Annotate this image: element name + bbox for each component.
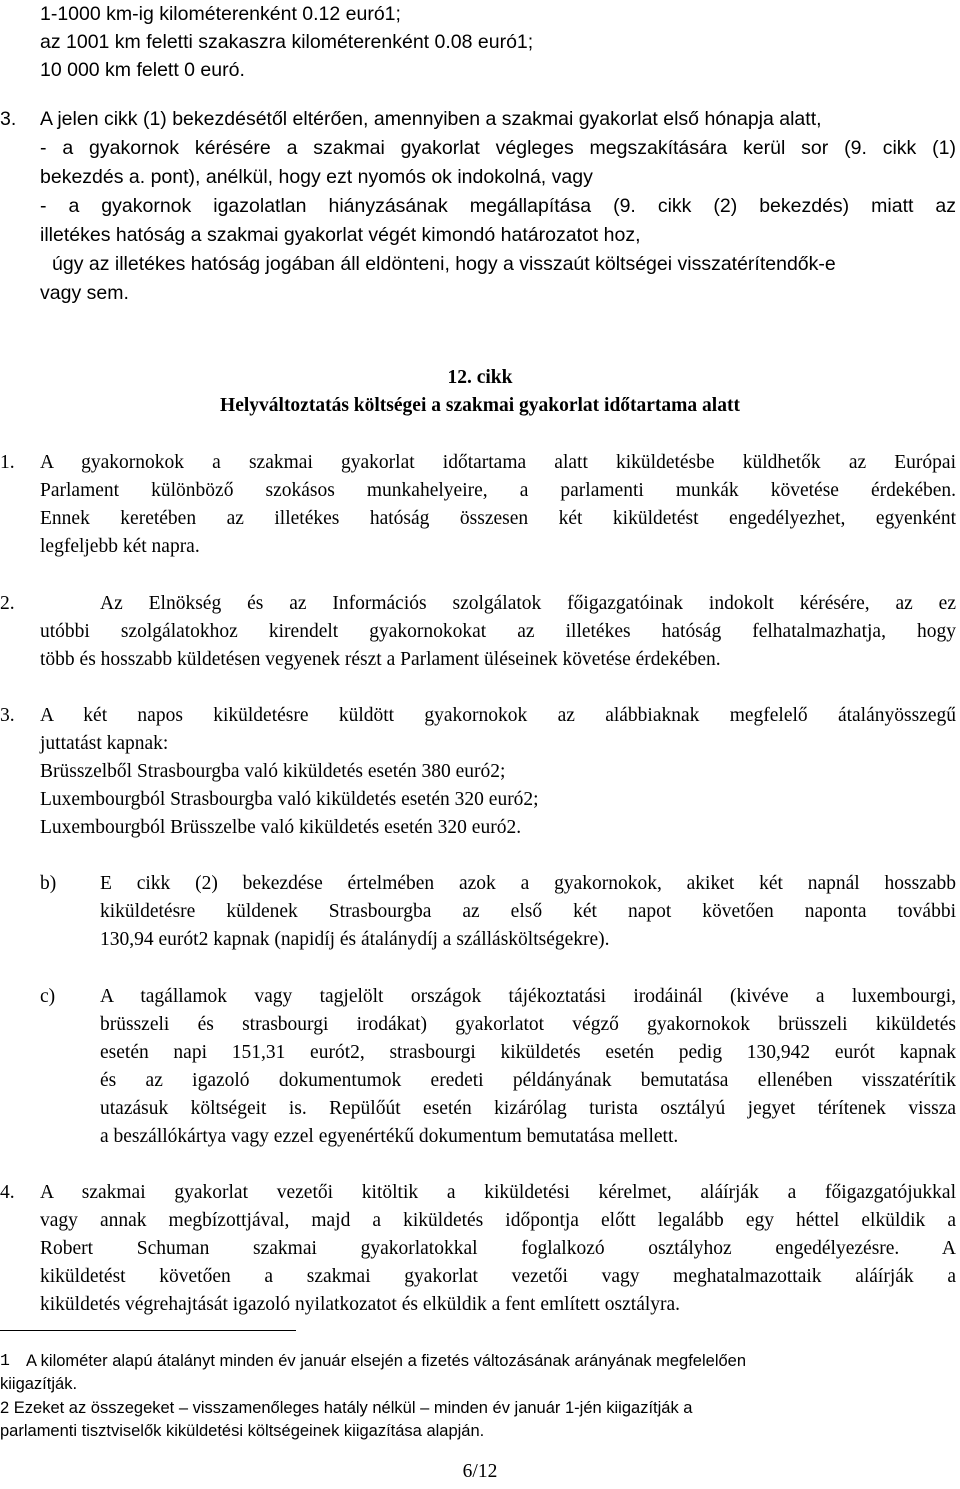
text-line: Luxembourgból Brüsszelbe való kiküldetés esetén 320 euró2. [40,817,522,838]
text-line: esetén napi 151,31 eurót2, strasbourgi kiküldetés esetén pedig 130,942 eurót kapnak [100,1042,956,1063]
text-line: 130,94 eurót2 kapnak (napidíj és átalánydíj a szállásköltségekre). [100,929,610,950]
text-line: az 1001 km feletti szakaszra kilométerenként 0.08 euró1; [40,31,534,53]
footnote-separator [0,1330,296,1331]
paragraph-number: 3. [0,705,15,726]
text-line: A két napos kiküldetésre küldött gyakornokok az alábbiaknak megfelelő átalányösszegű [40,705,956,726]
footnote-text: 2 Ezeket az összegeket – visszamenőleges hatály nélkül – minden év január 1-jén kiigazítják a [0,1399,693,1417]
text-line: A gyakornokok a szakmai gyakorlat időtartama alatt kiküldetésbe küldhetők az Európai [40,452,956,473]
text-line: Parlament különböző szokásos munkahelyeire, a parlamenti munkák követése érdekében. [40,480,956,501]
text-line: Brüsszelből Strasbourgba való kiküldetés esetén 380 euró2; [40,761,506,782]
text-line: - a gyakornok igazolatlan hiányzásának megállapítása (9. cikk (2) bekezdés) miatt az [40,195,956,217]
text-line: illetékes hatóság a szakmai gyakorlat végét kimondó határozatot hoz, [40,224,641,246]
text-line: A szakmai gyakorlat vezetői kitöltik a kiküldetési kérelmet, aláírják a főigazgatójukkal [40,1182,956,1203]
text-line: Ennek keretében az illetékes hatóság összesen két kiküldetést engedélyezhet, egyenként [40,508,956,529]
text-line: Az Elnökség és az Információs szolgálatok főigazgatóinak indokolt kérésére, az ez [100,593,956,614]
text-line: Luxembourgból Strasbourgba való kiküldetés esetén 320 euró2; [40,789,539,810]
text-line: juttatást kapnak: [40,733,169,754]
text-line: 10 000 km felett 0 euró. [40,59,245,81]
text-line: A tagállamok vagy tagjelölt országok tájékoztatási irodáinál (kivéve a luxembourgi, [100,986,956,1007]
text-line: és az igazoló dokumentumok eredeti példányának bemutatása ellenében visszatérítik [100,1070,956,1091]
footnote-text: parlamenti tisztviselők kiküldetési költségeinek kiigazítása alapján. [0,1422,485,1440]
item-label: c) [40,986,56,1007]
page-number: 6/12 [462,1461,498,1482]
text-line: több és hosszabb küldetésen vegyenek részt a Parlament üléseinek követése érdekében. [40,649,721,670]
article-number: 12. cikk [447,367,513,388]
text-line: a beszállókártya vagy ezzel egyenértékű dokumentum bemutatása mellett. [100,1126,679,1147]
text-line: vagy sem. [40,282,129,304]
text-line: kiküldetést követően a szakmai gyakorlat vezetői vagy meghatalmazottaik aláírják a [40,1266,956,1287]
paragraph-number: 4. [0,1182,15,1203]
text-line: kiküldetésre küldenek Strasbourgba az első két napot követően naponta további [100,901,956,922]
article-title: Helyváltoztatás költségei a szakmai gyakorlat időtartama alatt [220,395,740,416]
text-line: vagy annak megbízottjával, majd a kiküldetés időpontja előtt legalább egy héttel elküldik a [40,1210,956,1231]
item-number: 3. [0,108,17,130]
text-line: legfeljebb két napra. [40,536,200,557]
text-line: úgy az illetékes hatóság jogában áll eldönteni, hogy a visszaút költségei visszatérítendők-e [52,253,836,275]
footnote-text: kiigazítják. [0,1375,78,1393]
text-line: kiküldetés végrehajtását igazoló nyilatkozatot és elküldik a fent említett osztályra. [40,1294,681,1315]
text-line: brüsszeli és strasbourgi irodákat) gyakorlatot végző gyakornokok brüsszeli kiküldetés [100,1014,956,1035]
text-line: utazásuk költségeit is. Repülőút esetén kizárólag turista osztályú jegyet térítenek vissza [100,1098,956,1119]
text-line: Robert Schuman szakmai gyakorlatokkal foglalkozó osztályhoz engedélyezésre. A [40,1238,956,1259]
text-line: bekezdés a. pont), anélkül, hogy ezt nyomós ok indokolná, vagy [40,166,593,188]
text-line: E cikk (2) bekezdése értelmében azok a gyakornokok, akiket két napnál hosszabb [100,873,956,894]
text-line: utóbbi szolgálatokhoz kirendelt gyakornokokat az illetékes hatóság felhatalmazhatja, hogy [40,621,956,642]
text-line: A jelen cikk (1) bekezdésétől eltérően, amennyiben a szakmai gyakorlat első hónapja alatt, [40,108,822,130]
text-line: 1-1000 km-ig kilométerenként 0.12 euró1; [40,3,401,25]
footnote-text: A kilométer alapú átalányt minden év január elsején a fizetés változásának arányának megfelelően [26,1352,747,1370]
paragraph-number: 1. [0,452,15,473]
footnote-marker: 1 [0,1351,10,1370]
paragraph-number: 2. [0,593,15,614]
text-line: - a gyakornok kérésére a szakmai gyakorlat végleges megszakítására kerül sor (9. cikk (1) [40,137,956,159]
item-label: b) [40,873,57,894]
